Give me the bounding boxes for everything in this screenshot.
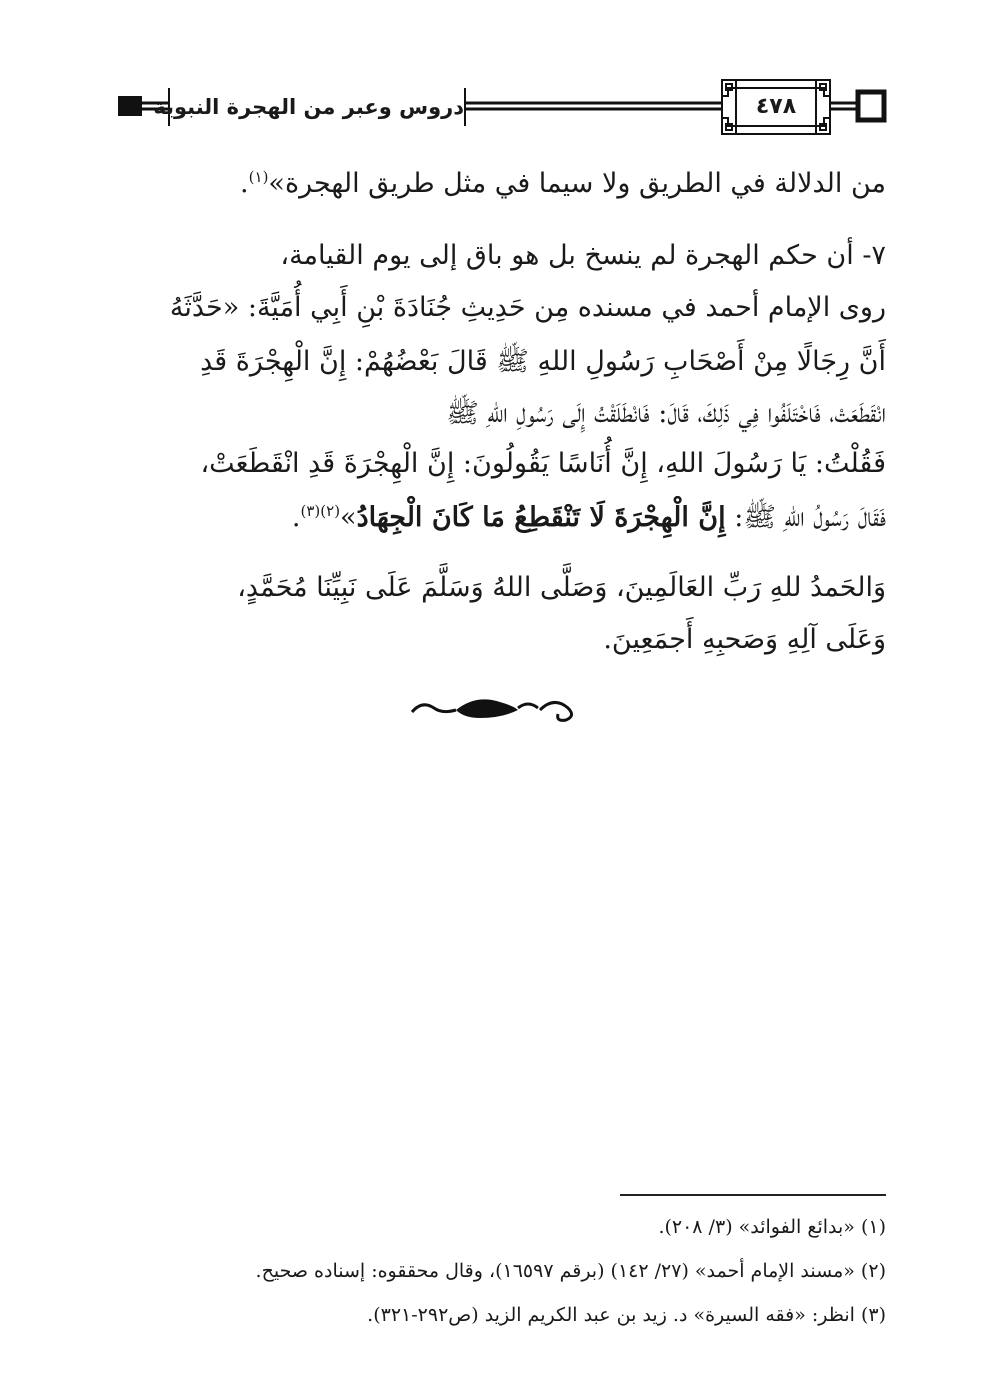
header-left-block: [118, 96, 142, 116]
header-frame: [0, 0, 1004, 150]
page-number: ٤٧٨: [755, 94, 797, 119]
footnote: (٣) انظر: «فقه السيرة» د. زيد بن عبد الكريم الزيد (ص٢٩٢-٣٢١).: [367, 1304, 886, 1326]
text-span: أَنَّ رِجَالًا مِنْ أَصْحَابِ رَسُولِ اللهِ ﷺ قَالَ بَعْضُهُمْ: إِنَّ الْهِجْرَةَ قَدِ: [200, 346, 886, 377]
close-quote: »: [340, 502, 357, 533]
footnote-marker: (٢)(٣): [300, 502, 341, 520]
text-span: وَعَلَى آلِهِ وَصَحبِهِ أَجمَعِينَ.: [603, 624, 886, 655]
end-ornament: [400, 690, 600, 730]
footnote: (١) «بدائع الفوائد» (٣/ ٢٠٨).: [658, 1216, 886, 1238]
text-line: [118, 168, 886, 220]
text-line: [118, 500, 886, 552]
text-line: [118, 344, 886, 396]
main-text: [118, 160, 886, 700]
footnote-separator: [620, 1194, 886, 1196]
period: .: [240, 168, 249, 199]
text-line: [118, 572, 886, 624]
text-line: [118, 448, 886, 500]
text-span: انْقَطَعَتْ، فَاخْتَلَفُوا فِي ذَلِكَ، قَالَ: فَانْطَلَقْتُ إِلَى رَسُولِ اللهِ ﷺ: [446, 398, 886, 429]
period: .: [291, 502, 301, 533]
text-line: [118, 396, 886, 448]
running-title: دروس وعبر من الهجرة النبوية: [170, 87, 464, 127]
page-header: [0, 0, 1004, 150]
text-line: [118, 292, 886, 344]
text-span: فَقَالَ رَسُولُ اللهِ ﷺ:: [725, 502, 886, 533]
hadith-bold: إِنَّ الْهِجْرَةَ لَا تَنْقَطِعُ مَا كَانَ الْجِهَادُ: [356, 502, 726, 533]
text-span: من الدلالة في الطريق ولا سيما في مثل طريق الهجرة»: [268, 168, 886, 199]
footnote-marker: (١): [248, 168, 269, 186]
text-line: [118, 240, 886, 292]
text-span: ٧- أن حكم الهجرة لم ينسخ بل هو باق إلى يوم القيامة،: [280, 240, 886, 271]
footnote: (٢) «مسند الإمام أحمد» (٢٧/ ١٤٢) (برقم ١٦٥٩٧)، وقال محققوه: إسناده صحيح.: [255, 1260, 886, 1282]
text-line: [118, 624, 886, 676]
text-span: وَالحَمدُ للهِ رَبِّ العَالَمِينَ، وَصَلَّى اللهُ وَسَلَّمَ عَلَى نَبِيِّنَا مُحَمَّدٍ،: [237, 572, 886, 603]
text-span: روى الإمام أحمد في مسنده مِن حَدِيثِ جُنَادَةَ بْنِ أَبِي أُمَيَّةَ: «حَدَّثَهُ: [169, 292, 886, 323]
header-right-square: [858, 92, 884, 120]
text-span: فَقُلْتُ: يَا رَسُولَ اللهِ، إِنَّ أُنَاسًا يَقُولُونَ: إِنَّ الْهِجْرَةَ قَدِ انْقَطَعَتْ،: [200, 448, 886, 479]
